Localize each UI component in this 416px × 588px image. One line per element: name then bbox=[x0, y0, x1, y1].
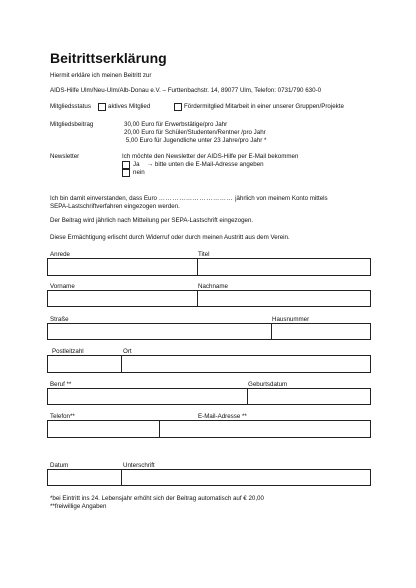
active-member-checkbox[interactable] bbox=[98, 103, 106, 111]
datum-unterschrift-row bbox=[47, 469, 371, 486]
organization-line: AIDS-Hilfe Ulm/Neu-Ulm/Alb-Donau e.V. – Furttenbachstr. 14, 89077 Ulm, Telefon: 0731/790 630-0 bbox=[50, 87, 322, 94]
sepa-yearly-text: Der Beitrag wird jährlich nach Mitteilung per SEPA-Lastschrift eingezogen. bbox=[50, 217, 254, 224]
fee-line-youth: 5,00 Euro für Jugendliche unter 23 Jahre/pro Jahr * bbox=[124, 137, 267, 144]
supporting-member-label: Fördermitglied Mitarbeit in einer unserer Gruppen/Projekte bbox=[184, 103, 344, 110]
email-field[interactable] bbox=[160, 421, 370, 437]
hausnummer-label: Hausnummer bbox=[272, 316, 310, 323]
newsletter-no-label: nein bbox=[133, 169, 145, 176]
titel-field[interactable] bbox=[198, 259, 370, 275]
unterschrift-field[interactable] bbox=[122, 470, 370, 485]
status-label: Mitgliedsstatus bbox=[50, 103, 91, 110]
hausnummer-field[interactable] bbox=[272, 324, 370, 339]
newsletter-label: Newsletter bbox=[50, 153, 80, 160]
vorname-nachname-row bbox=[47, 290, 371, 307]
unterschrift-label: Unterschrift bbox=[123, 462, 155, 469]
vorname-label: Vorname bbox=[50, 283, 75, 290]
postleitzahl-label: Postleitzahl bbox=[52, 348, 84, 355]
strasse-hausnummer-row bbox=[47, 323, 371, 340]
sepa-consent-start: Ich bin damit einverstanden, dass Euro bbox=[50, 195, 157, 202]
plz-ort-row bbox=[47, 355, 371, 373]
postleitzahl-field[interactable] bbox=[48, 356, 121, 372]
titel-label: Titel bbox=[198, 251, 210, 258]
supporting-member-checkbox[interactable] bbox=[174, 103, 182, 111]
telefon-label: Telefon** bbox=[50, 413, 75, 420]
fee-line-students: 20,00 Euro für Schüler/Studenten/Rentner /pro Jahr bbox=[124, 129, 266, 136]
telefon-email-row bbox=[47, 420, 371, 438]
anrede-label: Anrede bbox=[50, 251, 70, 258]
form-title: Beitrittserklärung bbox=[50, 50, 167, 66]
newsletter-yes-note: → bitte unten die E-Mail-Adresse angeben bbox=[147, 161, 264, 168]
ort-field[interactable] bbox=[122, 356, 370, 372]
newsletter-yes-checkbox[interactable] bbox=[122, 161, 130, 169]
sepa-revocation-text: Diese Ermächtigung erlischt durch Widerruf oder durch meinen Austritt aus dem Verein. bbox=[50, 234, 290, 241]
telefon-field[interactable] bbox=[48, 421, 159, 437]
anrede-field[interactable] bbox=[48, 259, 197, 275]
beruf-geburtsdatum-row bbox=[47, 388, 371, 405]
fee-line-employed: 30,00 Euro für Erwerbstätige/pro Jahr bbox=[124, 121, 228, 128]
beruf-field[interactable] bbox=[48, 389, 247, 404]
intro-text: Hiermit erkläre ich meinen Beitritt zur bbox=[50, 72, 152, 79]
fee-label: Mitgliedsbeitrag bbox=[50, 121, 94, 128]
email-label: E-Mail-Adresse ** bbox=[198, 413, 247, 420]
newsletter-yes-label: Ja bbox=[133, 161, 140, 168]
amount-blank[interactable]: …………………………… bbox=[158, 195, 234, 202]
newsletter-no-checkbox[interactable] bbox=[122, 169, 130, 177]
anrede-titel-row bbox=[47, 258, 371, 276]
ort-label: Ort bbox=[123, 348, 132, 355]
newsletter-question: Ich möchte den Newsletter der AIDS-Hilfe per E-Mail bekommen bbox=[122, 153, 299, 160]
beruf-label: Beruf ** bbox=[50, 381, 72, 388]
strasse-label: Straße bbox=[50, 316, 69, 323]
sepa-consent-line-2: SEPA-Lastschriftverfahren eingezogen werden. bbox=[50, 203, 180, 210]
nachname-field[interactable] bbox=[198, 291, 370, 306]
footnote-optional: **freiwillige Angaben bbox=[50, 503, 107, 510]
sepa-consent-end: jährlich von meinem Konto mittels bbox=[235, 195, 328, 202]
active-member-label: aktives Mitglied bbox=[108, 103, 151, 110]
geburtsdatum-field[interactable] bbox=[248, 389, 370, 404]
vorname-field[interactable] bbox=[48, 291, 197, 306]
geburtsdatum-label: Geburtsdatum bbox=[248, 381, 288, 388]
datum-label: Datum bbox=[50, 462, 69, 469]
nachname-label: Nachname bbox=[198, 283, 228, 290]
strasse-field[interactable] bbox=[48, 324, 271, 339]
sepa-consent-line bbox=[50, 195, 328, 203]
footnote-age: *bei Eintritt ins 24. Lebensjahr erhöht sich der Beitrag automatisch auf € 20,00 bbox=[50, 495, 264, 502]
datum-field[interactable] bbox=[48, 470, 121, 485]
